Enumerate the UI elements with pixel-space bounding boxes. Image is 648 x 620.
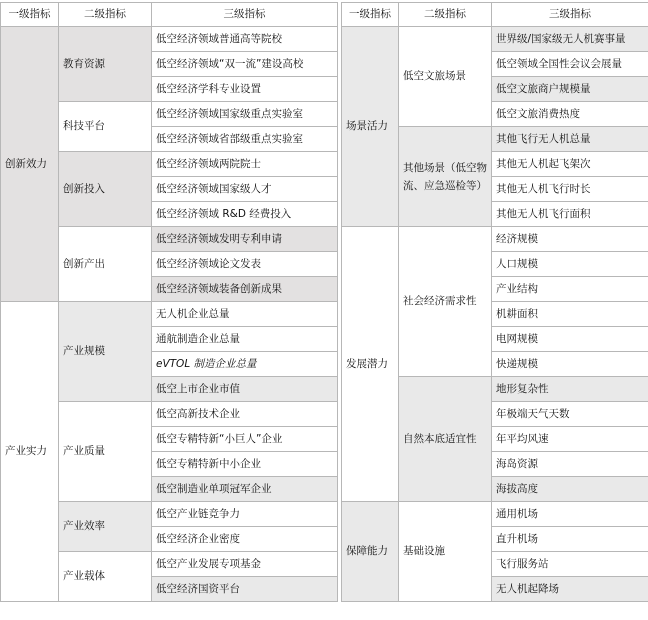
- level3-cell: 通用机场: [492, 502, 648, 527]
- header-level3: 三级指标: [492, 3, 648, 27]
- level3-cell: 其他无人机起飞架次: [492, 152, 648, 177]
- level3-cell: eVTOL 制造企业总量: [152, 352, 338, 377]
- level3-cell: 低空经济领域“双一流”建设高校: [152, 52, 338, 77]
- level3-cell: 产业结构: [492, 277, 648, 302]
- level3-cell: 年平均风速: [492, 427, 648, 452]
- level1-cell: 产业实力: [1, 302, 59, 602]
- level3-cell: 低空经济领域国家级重点实验室: [152, 102, 338, 127]
- level3-cell: 快递规模: [492, 352, 648, 377]
- level2-cell: 教育资源: [59, 27, 152, 102]
- level2-cell: 基础设施: [399, 502, 492, 602]
- level3-cell: 低空经济国资平台: [152, 577, 338, 602]
- level3-cell: 低空文旅消费热度: [492, 102, 648, 127]
- level2-cell: 社会经济需求性: [399, 227, 492, 377]
- level3-cell: 低空专精特新中小企业: [152, 452, 338, 477]
- level3-cell: 直升机场: [492, 527, 648, 552]
- table-row: [342, 227, 648, 252]
- header-level2: 二级指标: [399, 3, 492, 27]
- header-row: [1, 3, 338, 27]
- left-indicator-table: [0, 2, 338, 602]
- level3-cell: 低空经济领域省部级重点实验室: [152, 127, 338, 152]
- level3-cell: 海拔高度: [492, 477, 648, 502]
- level3-cell: 年极端天气天数: [492, 402, 648, 427]
- level3-cell: 无人机企业总量: [152, 302, 338, 327]
- level3-cell: 海岛资源: [492, 452, 648, 477]
- level3-cell: 低空经济学科专业设置: [152, 77, 338, 102]
- level2-cell: 创新产出: [59, 227, 152, 302]
- level1-cell: 场景活力: [342, 27, 399, 227]
- level3-cell: 机耕面积: [492, 302, 648, 327]
- table-row: [342, 27, 648, 52]
- level3-cell: 低空制造业单项冠军企业: [152, 477, 338, 502]
- level3-cell: 无人机起降场: [492, 577, 648, 602]
- level3-cell: 低空经济领域论文发表: [152, 252, 338, 277]
- level3-cell: 经济规模: [492, 227, 648, 252]
- level1-cell: 保障能力: [342, 502, 399, 602]
- header-level2: 二级指标: [59, 3, 152, 27]
- level3-cell: 低空上市企业市值: [152, 377, 338, 402]
- level2-cell: 产业规模: [59, 302, 152, 402]
- header-level1: 一级指标: [1, 3, 59, 27]
- level2-cell: 产业效率: [59, 502, 152, 552]
- level3-cell: 人口规模: [492, 252, 648, 277]
- level1-cell: 创新效力: [1, 27, 59, 302]
- level2-cell: 产业质量: [59, 402, 152, 502]
- header-row: [342, 3, 648, 27]
- right-indicator-table: [341, 2, 648, 602]
- level2-cell: 创新投入: [59, 152, 152, 227]
- level3-cell: 低空经济领域普通高等院校: [152, 27, 338, 52]
- level3-cell: 低空产业链竞争力: [152, 502, 338, 527]
- level1-cell: 发展潜力: [342, 227, 399, 502]
- level3-cell: 低空经济领域装备创新成果: [152, 277, 338, 302]
- level2-cell: 科技平台: [59, 102, 152, 152]
- level3-cell: 低空经济领域两院院士: [152, 152, 338, 177]
- level2-cell: 低空文旅场景: [399, 27, 492, 127]
- level3-cell: 其他无人机飞行面积: [492, 202, 648, 227]
- level3-cell: 世界级/国家级无人机赛事量: [492, 27, 648, 52]
- level3-cell: 低空专精特新“小巨人”企业: [152, 427, 338, 452]
- level3-cell: 低空经济领域国家级人才: [152, 177, 338, 202]
- level3-cell: 低空领域全国性会议会展量: [492, 52, 648, 77]
- level3-cell: 电网规模: [492, 327, 648, 352]
- level2-cell: 产业载体: [59, 552, 152, 602]
- level2-cell: 其他场景（低空物流、应急巡检等）: [399, 127, 492, 227]
- table-row: [1, 27, 338, 52]
- level3-cell: 低空经济领域 R&D 经费投入: [152, 202, 338, 227]
- level3-cell: 低空产业发展专项基金: [152, 552, 338, 577]
- level3-cell: 通航制造企业总量: [152, 327, 338, 352]
- header-level1: 一级指标: [342, 3, 399, 27]
- header-level3: 三级指标: [152, 3, 338, 27]
- level3-cell: 其他飞行无人机总量: [492, 127, 648, 152]
- level3-cell: 低空文旅商户规模量: [492, 77, 648, 102]
- level3-cell: 飞行服务站: [492, 552, 648, 577]
- table-row: [1, 302, 338, 327]
- level3-cell: 地形复杂性: [492, 377, 648, 402]
- level2-cell: 自然本底适宜性: [399, 377, 492, 502]
- level3-cell: 其他无人机飞行时长: [492, 177, 648, 202]
- level3-cell: 低空经济领域发明专利申请: [152, 227, 338, 252]
- level3-cell: 低空经济企业密度: [152, 527, 338, 552]
- table-row: [342, 502, 648, 527]
- level3-cell: 低空高新技术企业: [152, 402, 338, 427]
